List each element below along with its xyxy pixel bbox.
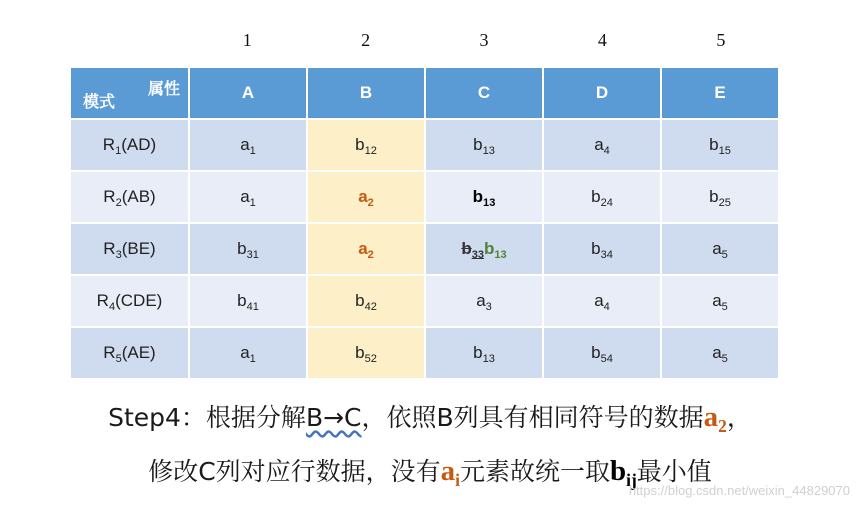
table-cell: $b_{41}$ [189, 275, 307, 327]
corner-mode-label: 模式 [83, 94, 116, 111]
row-schema-label: $R_3(BE)$ [70, 223, 189, 275]
caption-text: 修改C列对应行数据，没有 [148, 457, 441, 486]
table-cell: $a_5$ [661, 327, 779, 379]
corner-attr-label: 属性 [147, 81, 180, 98]
table-cell: $a_1$ [189, 119, 307, 171]
row-schema-label: $R_4(CDE)$ [70, 275, 189, 327]
table-row [70, 275, 779, 327]
table-cell: $b_{12}$ [307, 119, 425, 171]
table-cell: $b_{24}$ [543, 171, 661, 223]
table-cell: $b_{42}$ [307, 275, 425, 327]
table-cell: $a_5$ [661, 275, 779, 327]
column-header-d: D [543, 67, 661, 119]
symbol-a2: $a_2$ [703, 401, 727, 437]
caption-line-1 [0, 398, 860, 437]
table-row [70, 327, 779, 379]
table-cell: $b_{31}$ [189, 223, 307, 275]
table-row [70, 119, 779, 171]
caption-text: Step4：根据分解 [108, 403, 306, 432]
header-row [70, 67, 779, 119]
symbol-bij: $b_{ij}$ [610, 455, 637, 491]
functional-dependency: B→C [305, 403, 362, 432]
column-header-e: E [661, 67, 779, 119]
table-cell: $b_{15}$ [661, 119, 779, 171]
column-number: 5 [716, 30, 726, 50]
row-schema-label: $R_5(AE)$ [70, 327, 189, 379]
table-cell: $b_{54}$ [543, 327, 661, 379]
column-number: 4 [597, 30, 607, 50]
row-schema-label: $R_1(AD)$ [70, 119, 189, 171]
table-cell: $a_2$ [307, 223, 425, 275]
column-number: 1 [242, 30, 252, 50]
column-number: 2 [361, 30, 371, 50]
caption-text: ，依照B列具有相同符号的数据 [361, 403, 704, 432]
table-cell: $a_1$ [189, 327, 307, 379]
column-number-row [188, 30, 780, 54]
table-cell: $a_3$ [425, 275, 543, 327]
table-cell: $a_1$ [189, 171, 307, 223]
table-cell: $b_{13}$ [425, 327, 543, 379]
table-cell: $b_{34}$ [543, 223, 661, 275]
chase-table [69, 66, 780, 380]
table-body [70, 119, 779, 379]
table-row [70, 171, 779, 223]
table-cell: $a_4$ [543, 275, 661, 327]
column-header-a: A [189, 67, 307, 119]
corner-header [70, 67, 189, 119]
column-header-b: B [307, 67, 425, 119]
caption-text: 最小值 [636, 457, 712, 486]
column-number: 3 [479, 30, 489, 50]
table-row [70, 223, 779, 275]
table-cell: $a_2$ [307, 171, 425, 223]
table-cell: $b_{33}b_{13}$ [425, 223, 543, 275]
row-schema-label: $R_2(AB)$ [70, 171, 189, 223]
caption-text: ， [726, 403, 752, 432]
table-cell: $b_{13}$ [425, 119, 543, 171]
table-cell: $a_5$ [661, 223, 779, 275]
table-cell: $b_{25}$ [661, 171, 779, 223]
symbol-ai: $a_i$ [440, 455, 460, 491]
watermark: https://blog.csdn.net/weixin_44829070 [628, 483, 850, 498]
table-cell: $a_4$ [543, 119, 661, 171]
table-cell: $b_{52}$ [307, 327, 425, 379]
column-header-c: C [425, 67, 543, 119]
caption-text: 元素故统一取 [460, 457, 611, 486]
table-cell: $b_{13}$ [425, 171, 543, 223]
